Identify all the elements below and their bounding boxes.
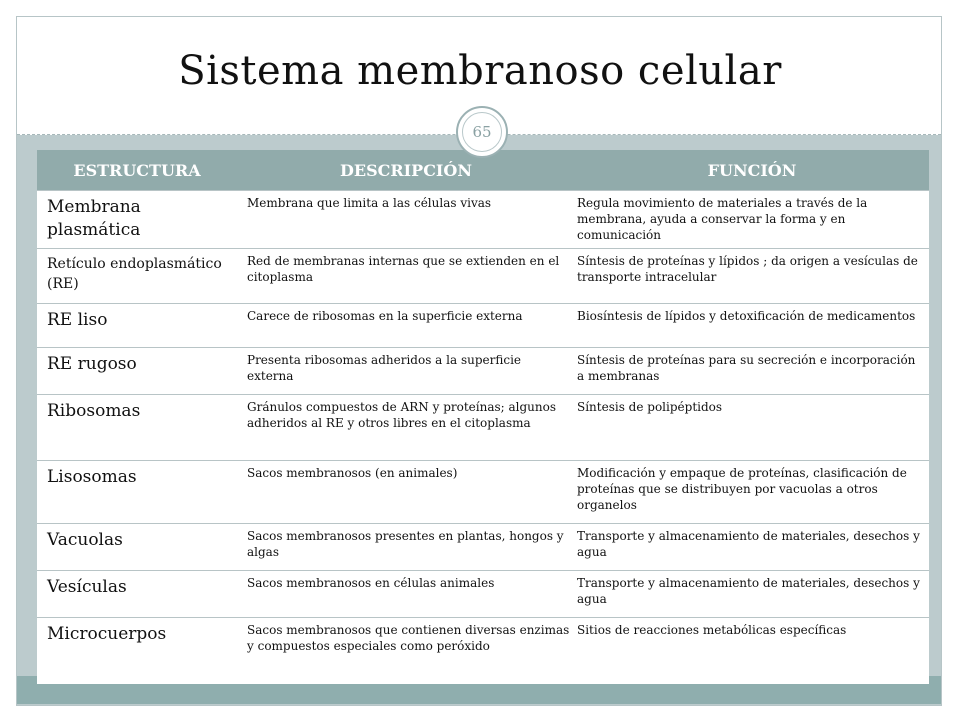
- cell-estructura: RE rugoso: [37, 348, 237, 395]
- cell-estructura: Vesículas: [37, 571, 237, 618]
- cell-descripcion: Sacos membranosos en células animales: [237, 571, 575, 618]
- cell-funcion: Síntesis de proteínas para su secreción e incorporación a membranas: [575, 348, 929, 395]
- cell-estructura: Vacuolas: [37, 524, 237, 571]
- page-number-badge: [456, 106, 508, 158]
- cell-funcion: Síntesis de proteínas y lípidos ; da origen a vesículas de transporte intracelular: [575, 249, 929, 304]
- cell-estructura: Ribosomas: [37, 395, 237, 461]
- table-row: [37, 571, 929, 618]
- cell-estructura: RE liso: [37, 304, 237, 348]
- cell-funcion: Modificación y empaque de proteínas, clasificación de proteínas que se distribuyen por vacuolas a otros organelos: [575, 461, 929, 524]
- header-funcion: FUNCIÓN: [575, 150, 929, 191]
- cell-descripcion: Sacos membranosos que contienen diversas enzimas y compuestos especiales como peróxido: [237, 618, 575, 684]
- cell-descripcion: Red de membranas internas que se extienden en el citoplasma: [237, 249, 575, 304]
- cell-descripcion: Sacos membranosos presentes en plantas, hongos y algas: [237, 524, 575, 571]
- cell-funcion: Síntesis de polipéptidos: [575, 395, 929, 461]
- cell-descripcion: Sacos membranosos (en animales): [237, 461, 575, 524]
- table-row: [37, 348, 929, 395]
- structures-table: [37, 150, 929, 684]
- table-row: [37, 461, 929, 524]
- table-row: [37, 618, 929, 684]
- cell-descripcion: Membrana que limita a las células vivas: [237, 191, 575, 249]
- cell-funcion: Biosíntesis de lípidos y detoxificación de medicamentos: [575, 304, 929, 348]
- table-row: [37, 191, 929, 249]
- page-number: 65: [462, 112, 502, 152]
- table-row: [37, 524, 929, 571]
- table-row: [37, 249, 929, 304]
- cell-funcion: Regula movimiento de materiales a través de la membrana, ayuda a conservar la forma y en comunicación: [575, 191, 929, 249]
- cell-descripcion: Presenta ribosomas adheridos a la superficie externa: [237, 348, 575, 395]
- cell-funcion: Transporte y almacenamiento de materiales, desechos y agua: [575, 524, 929, 571]
- header-descripcion: DESCRIPCIÓN: [237, 150, 575, 191]
- cell-estructura: Membrana plasmática: [37, 191, 237, 249]
- table-row: [37, 304, 929, 348]
- header-estructura: ESTRUCTURA: [37, 150, 237, 191]
- cell-descripcion: Gránulos compuestos de ARN y proteínas; algunos adheridos al RE y otros libres en el citoplasma: [237, 395, 575, 461]
- cell-estructura: Lisosomas: [37, 461, 237, 524]
- cell-estructura: Retículo endoplasmático (RE): [37, 249, 237, 304]
- cell-funcion: Transporte y almacenamiento de materiales, desechos y agua: [575, 571, 929, 618]
- cell-descripcion: Carece de ribosomas en la superficie externa: [237, 304, 575, 348]
- table-row: [37, 395, 929, 461]
- cell-funcion: Sitios de reacciones metabólicas específicas: [575, 618, 929, 684]
- cell-estructura: Microcuerpos: [37, 618, 237, 684]
- page-title: Sistema membranoso celular: [178, 48, 782, 94]
